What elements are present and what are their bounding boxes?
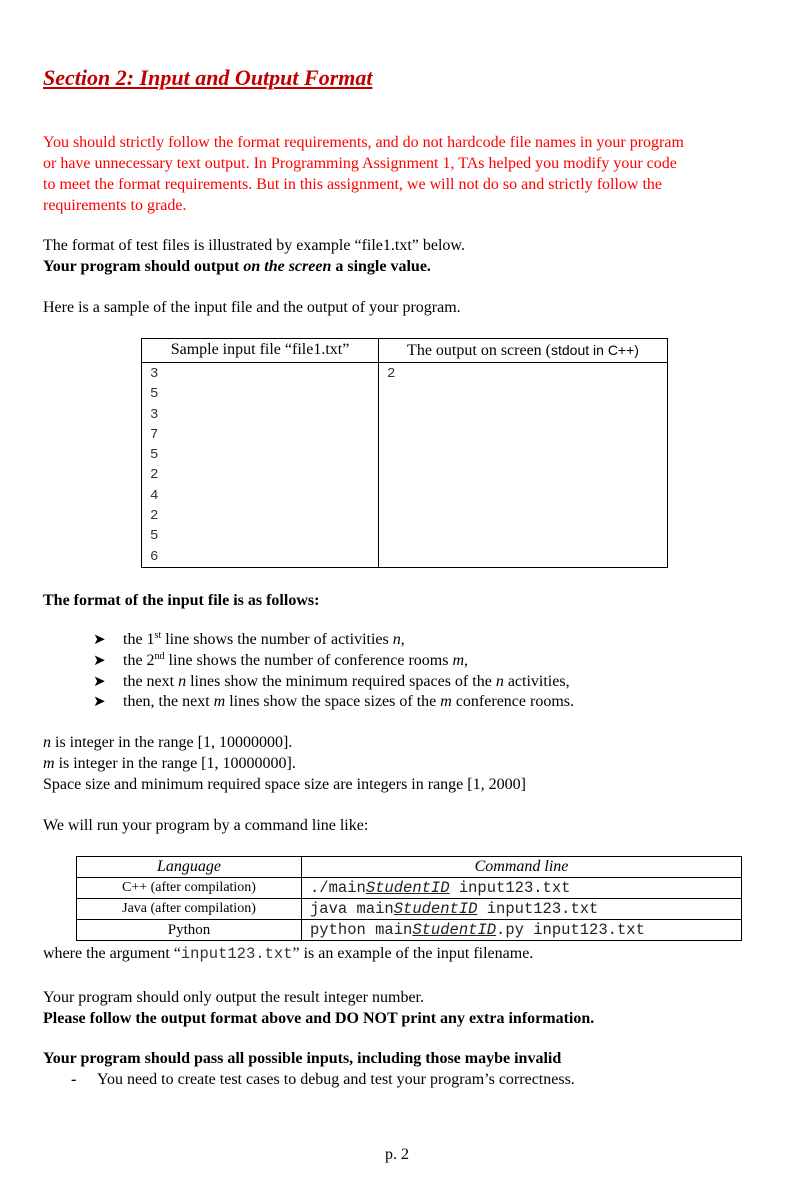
variable: n	[43, 734, 51, 751]
warning-line-4: requirements to grade.	[43, 197, 187, 214]
cmd-suffix: input123.txt	[449, 879, 571, 897]
output-rule-before: Your program should output	[43, 258, 244, 275]
cmd-prefix: java main	[310, 900, 394, 918]
variable: n	[495, 673, 504, 690]
cmd-suffix: .py input123.txt	[496, 921, 645, 939]
note-text: ” is an example of the input filename.	[292, 945, 534, 962]
cmd-line	[302, 899, 742, 920]
cmd-prefix: python main	[310, 921, 413, 939]
sample-output-cell	[379, 363, 668, 568]
cmd-line	[302, 878, 742, 899]
sample-input-cell	[142, 363, 379, 568]
bullet-text: activities,	[503, 673, 570, 690]
superscript: nd	[154, 651, 165, 662]
cmd-header-command: Command line	[302, 857, 742, 878]
pass-note: Your program should pass all possible inputs, including those maybe invalid	[43, 1050, 562, 1067]
input-value: 5	[150, 528, 159, 545]
variable: m	[43, 755, 55, 772]
argument-note	[43, 944, 533, 964]
format-intro: The format of test files is illustrated by example “file1.txt” below.	[43, 237, 465, 254]
sample-table	[141, 338, 668, 568]
input-value: 7	[150, 426, 159, 443]
output-rule	[43, 257, 431, 277]
input-value: 5	[150, 447, 159, 464]
cmd-language: Java (after compilation)	[77, 899, 302, 920]
range-space: Space size and minimum required space size are integers in range [1, 2000]	[43, 776, 526, 793]
run-intro: We will run your program by a command line like:	[43, 817, 369, 834]
cmd-prefix: ./main	[310, 879, 366, 897]
input-value: 4	[150, 487, 159, 504]
bullet-text: line shows the number of activities	[161, 631, 393, 648]
input-value: 2	[150, 508, 159, 525]
sample-header-output-sans: stdout in C++)	[551, 342, 639, 358]
variable: m	[213, 693, 226, 710]
range-text: is integer in the range [1, 10000000].	[51, 734, 293, 751]
cmd-header-language: Language	[77, 857, 302, 878]
cmd-language: C++ (after compilation)	[77, 878, 302, 899]
warning-line-1: You should strictly follow the format requirements, and do not hardcode file names in your program	[43, 134, 684, 151]
input-value: 3	[150, 406, 159, 423]
bullet-text: lines show the minimum required spaces of the	[186, 673, 496, 690]
follow-note: Please follow the output format above and DO NOT print any extra information.	[43, 1010, 595, 1027]
arrow-bullet-icon: ➤	[93, 674, 106, 690]
warning-line-2: or have unnecessary text output. In Programming Assignment 1, TAs helped you modify your code	[43, 155, 677, 172]
sample-header-output-serif: The output on screen (	[407, 342, 551, 359]
output-rule-after: a single value.	[331, 258, 431, 275]
cmd-language: Python	[77, 920, 302, 941]
table-row	[77, 878, 742, 899]
filename-code: input123.txt	[180, 945, 293, 963]
sample-input-values	[142, 363, 378, 567]
bullet-text: lines show the space sizes of the	[225, 693, 441, 710]
bullet-text: ,	[400, 631, 405, 648]
range-m	[43, 754, 296, 774]
cmd-line	[302, 920, 742, 941]
input-value: 2	[150, 467, 159, 484]
command-table	[76, 856, 742, 941]
dash-item-text: You need to create test cases to debug and test your program’s correctness.	[97, 1071, 575, 1088]
sample-intro: Here is a sample of the input file and the output of your program.	[43, 299, 461, 316]
sample-header-input: Sample input file “file1.txt”	[142, 339, 379, 363]
variable: m	[452, 652, 465, 669]
bullet-text: the next	[123, 673, 179, 690]
input-value: 6	[150, 548, 159, 565]
range-n	[43, 733, 292, 753]
student-id-placeholder: StudentID	[393, 900, 478, 918]
bullet-item-2	[93, 651, 468, 671]
sample-header-output	[379, 339, 668, 363]
bullet-item-1	[93, 630, 405, 650]
arrow-bullet-icon: ➤	[93, 632, 106, 648]
bullet-text: the 1	[123, 631, 155, 648]
result-note: Your program should only output the result integer number.	[43, 989, 424, 1006]
table-row	[77, 920, 742, 941]
bullet-text: line shows the number of conference rooms	[164, 652, 453, 669]
student-id-placeholder: StudentID	[365, 879, 450, 897]
sample-output-value: 2	[387, 366, 396, 382]
note-text: where the argument “	[43, 945, 181, 962]
bullet-text: conference rooms.	[451, 693, 574, 710]
bullet-text: ,	[464, 652, 469, 669]
output-rule-emph: on the screen	[243, 258, 332, 275]
bullet-text: the 2	[123, 652, 155, 669]
arrow-bullet-icon: ➤	[93, 653, 106, 669]
input-format-heading: The format of the input file is as follows:	[43, 592, 320, 609]
cmd-suffix: input123.txt	[477, 900, 599, 918]
bullet-item-4	[93, 692, 574, 712]
table-row	[77, 899, 742, 920]
superscript: st	[154, 630, 162, 641]
arrow-bullet-icon: ➤	[93, 694, 106, 710]
bullet-item-3	[93, 672, 570, 692]
bullet-text: then, the next	[123, 693, 214, 710]
section-title: Section 2: Input and Output Format	[43, 65, 373, 90]
dash-bullet: -	[71, 1071, 77, 1088]
warning-line-3: to meet the format requirements. But in this assignment, we will not do so and strictly follow the	[43, 176, 663, 193]
page-number: p. 2	[385, 1146, 409, 1163]
input-value: 3	[150, 366, 159, 382]
dash-item	[71, 1070, 575, 1090]
input-value: 5	[150, 386, 159, 403]
range-text: is integer in the range [1, 10000000].	[54, 755, 296, 772]
variable: n	[392, 631, 401, 648]
student-id-placeholder: StudentID	[412, 921, 497, 939]
variable: m	[440, 693, 452, 710]
variable: n	[178, 673, 187, 690]
